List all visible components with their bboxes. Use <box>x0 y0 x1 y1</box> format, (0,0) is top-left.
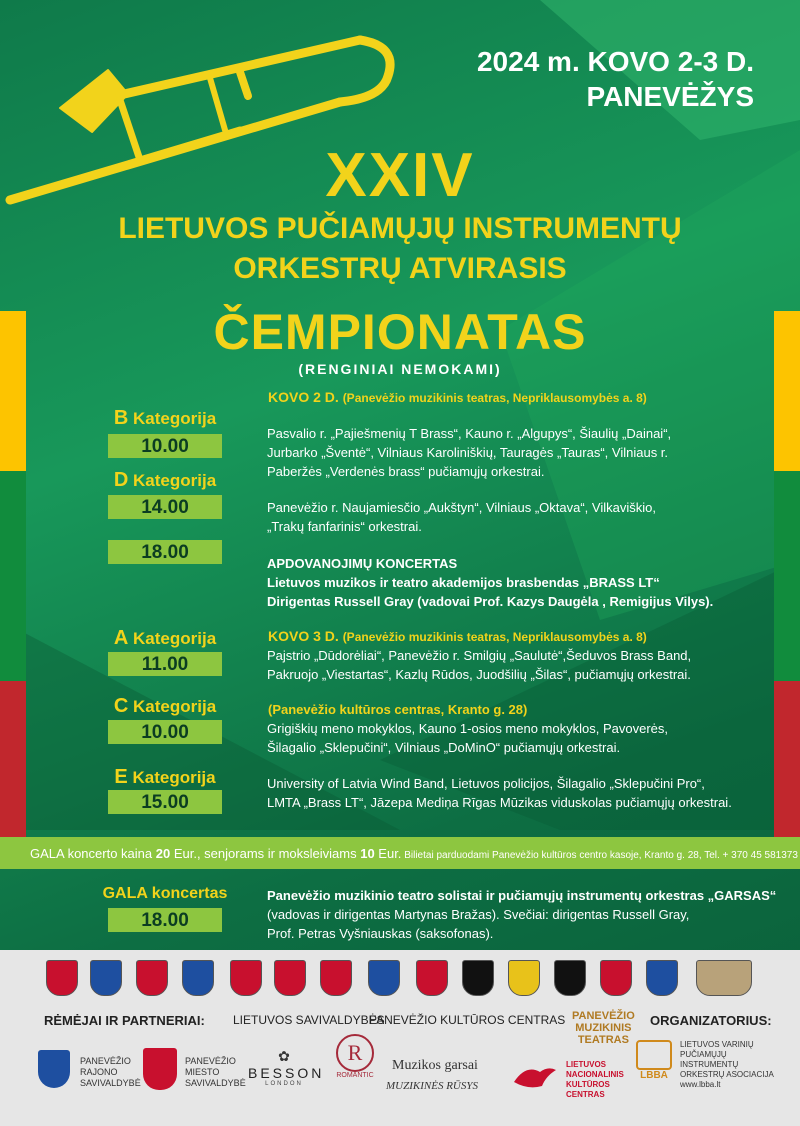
price-part-1: GALA koncerto kaina <box>30 846 156 861</box>
municipality-crest-icon <box>136 960 168 996</box>
category-b-orchestras <box>267 424 671 481</box>
ticket-sales-info: Bilietai parduodami Panevėžio kultūros centro kasoje, Kranto g. 28, Tel. + 370 45 581373 <box>401 850 798 861</box>
price-gala: 20 <box>155 846 171 861</box>
category-b-label <box>108 407 222 430</box>
gala-line-1: Panevėžio muzikinio teatro solistai ir pučiamųjų instrumentų orkestras „GARSAS“ <box>267 888 777 903</box>
miesto-crest-icon <box>143 1048 177 1090</box>
category-c-letter: C <box>113 695 129 717</box>
category-e-word: Kategorija <box>132 768 216 787</box>
municipality-crest-icon <box>600 960 632 996</box>
lnkc-bird-icon <box>512 1062 558 1090</box>
rajono-line-2: RAJONO <box>80 1067 118 1077</box>
association-logo <box>680 1040 774 1090</box>
event-city: PANEVĖŽYS <box>586 81 754 112</box>
cat-c-line-2: Šilagalio „Sklepučini“, Vilniaus „DoMinO“ pučiamųjų orkestrai. <box>267 740 621 755</box>
awards-concert-info <box>267 554 713 611</box>
category-d-time: 14.00 <box>108 495 222 519</box>
cat-e-line-2: LMTA „Brass LT“, Jāzepa Mediņa Rīgas Mūzikas viduskolas pučiamųjų orkestrai. <box>267 795 732 810</box>
day1-heading <box>268 389 647 405</box>
category-c-time: 10.00 <box>108 720 222 744</box>
cat-c-line-1: Grigiškių meno mokyklos, Kauno 1-osios meno mokyklos, Pavoverės, <box>267 721 668 736</box>
category-b-word: Kategorija <box>133 409 217 428</box>
theatre-line-1: PANEVĖŽIO <box>572 1010 635 1022</box>
theatre-line-2: MUZIKINIS <box>575 1022 632 1034</box>
price-discount: 10 <box>360 846 375 861</box>
municipality-crest-icon <box>416 960 448 996</box>
flag-green-left <box>0 471 26 681</box>
municipality-crest-icon <box>368 960 400 996</box>
category-a-time: 11.00 <box>108 652 222 676</box>
title-line-1: LIETUVOS PUČIAMŲJŲ INSTRUMENTŲ <box>118 212 682 245</box>
ticket-price-info <box>30 846 798 861</box>
edition-number: XXIV <box>325 141 475 210</box>
municipality-crest-icon <box>90 960 122 996</box>
title-line-2: ORKESTRŲ ATVIRASIS <box>233 252 567 285</box>
cat-d-line-1: Panevėžio r. Naujamiesčio „Aukštyn“, Vilniaus „Oktava“, Vilkaviškio, <box>267 500 656 515</box>
supporters-heading: RĖMĖJAI IR PARTNERIAI: <box>44 1013 205 1028</box>
cat-c-venue-text: (Panevėžio kultūros centras, Kranto g. 28) <box>268 702 528 717</box>
gala-info <box>267 886 776 943</box>
category-c-label <box>108 695 222 718</box>
romantic-r-icon: R <box>336 1034 374 1072</box>
municipalities-heading: LIETUVOS SAVIVALDYBĖS <box>233 1013 385 1027</box>
category-c-word: Kategorija <box>133 697 217 716</box>
flag-green-right <box>774 471 800 681</box>
category-a-letter: A <box>113 627 129 649</box>
cat-b-line-3: Paberžės „Verdenės brass“ pučiamųjų orkestrai. <box>267 464 545 479</box>
lnkc-line-3: KULTŪROS <box>566 1080 610 1089</box>
price-part-5: Eur. <box>374 846 402 861</box>
event-date-text: 2024 m. KOVO 2-3 D. <box>476 46 754 77</box>
romantic-logo <box>330 1034 380 1079</box>
category-e-letter: E <box>114 766 128 788</box>
culture-center-heading: PANEVĖŽIO KULTŪROS CENTRAS <box>369 1013 566 1027</box>
rajono-line-1: PANEVĖŽIO <box>80 1056 131 1066</box>
event-date <box>477 44 754 114</box>
cat-d-line-2: „Trakų fanfarinis“ orkestrai. <box>267 519 422 534</box>
logo-rajono <box>80 1056 141 1089</box>
price-part-3: Eur., senjorams ir moksleiviams <box>170 846 361 861</box>
municipality-crest-icon <box>462 960 494 996</box>
gala-line-2: (vadovas ir dirigentas Martynas Bražas). Svečiai: dirigentas Russell Gray, <box>267 907 690 922</box>
category-d-letter: D <box>113 469 129 491</box>
cat-b-line-1: Pasvalio r. „Pajiešmenių T Brass“, Kauno r. „Algupys“, Šiaulių „Dainai“, <box>267 426 672 441</box>
assoc-line-1: LIETUVOS VARINIŲ <box>680 1040 754 1049</box>
miesto-line-2: MIESTO <box>185 1067 220 1077</box>
municipality-crest-icon <box>182 960 214 996</box>
gala-time: 18.00 <box>108 908 222 932</box>
day2-venue: (Panevėžio muzikinis teatras, Nepriklausomybės a. 8) <box>342 630 647 644</box>
day1-date: KOVO 2 D. <box>268 389 339 405</box>
category-c-venue <box>268 701 527 717</box>
municipality-crest-icon <box>554 960 586 996</box>
besson-logo <box>248 1048 325 1087</box>
category-b-time: 10.00 <box>108 434 222 458</box>
municipality-crest-icon <box>46 960 78 996</box>
title-main: ČEMPIONATAS <box>213 304 587 360</box>
cat-e-line-1: University of Latvia Wind Band, Lietuvos policijos, Šilagalio „Sklepučini Pro“, <box>267 776 705 791</box>
muzikos-garsai-logo: Muzikos garsai <box>392 1058 478 1073</box>
concert-line-3: Dirigentas Russell Gray (vadovai Prof. Kazys Daugėla , Remigijus Vilys). <box>267 594 714 609</box>
assoc-line-5: www.lbba.lt <box>680 1080 721 1089</box>
flag-red-right <box>774 681 800 837</box>
municipality-crest-icon <box>696 960 752 996</box>
logo-miesto <box>185 1056 246 1089</box>
rajono-line-3: SAVIVALDYBĖ <box>80 1078 141 1088</box>
day2-heading <box>268 628 647 644</box>
gala-label: GALA koncertas <box>102 885 228 902</box>
category-e-orchestras <box>267 774 732 812</box>
muzikines-rusys-logo: MUZIKINĖS RŪSYS <box>386 1080 478 1092</box>
municipality-crest-icon <box>274 960 306 996</box>
flag-red-left <box>0 681 26 837</box>
organizer-heading: ORGANIZATORIUS: <box>650 1013 772 1028</box>
cat-a-line-1: Pajstrio „Dūdorėliai“, Panevėžio r. Smilgių „Saulutė“,Šeduvos Brass Band, <box>267 648 692 663</box>
miesto-line-3: SAVIVALDYBĖ <box>185 1078 246 1088</box>
theatre-line-3: TEATRAS <box>577 1034 629 1046</box>
category-e-time: 15.00 <box>108 790 222 814</box>
lbba-text: LBBA <box>640 1070 668 1081</box>
assoc-line-2: PUČIAMŲJŲ <box>680 1050 727 1059</box>
municipality-crest-icon <box>508 960 540 996</box>
lnkc-line-4: CENTRAS <box>566 1090 605 1099</box>
municipality-crest-icon <box>230 960 262 996</box>
concert-line-2: Lietuvos muzikos ir teatro akademijos brasbendas „BRASS LT“ <box>267 575 660 590</box>
theatre-logo <box>572 1010 635 1046</box>
category-e-label <box>108 766 222 789</box>
category-d-label <box>108 469 222 492</box>
category-a-label <box>108 627 222 650</box>
lbba-logo <box>636 1040 672 1092</box>
category-a-orchestras <box>267 646 691 684</box>
awards-concert-time: 18.00 <box>108 540 222 564</box>
assoc-line-4: ORKESTRŲ ASOCIACIJA <box>680 1070 774 1079</box>
concert-line-1: APDOVANOJIMŲ KONCERTAS <box>267 556 458 571</box>
besson-sub: LONDON <box>265 1081 303 1087</box>
day1-venue: (Panevėžio muzikinis teatras, Nepriklausomybės a. 8) <box>342 391 647 405</box>
gala-line-3: Prof. Petras Vyšniauskas (saksofonas). <box>267 926 494 941</box>
cat-a-line-2: Pakruojo „Viestartas“, Kazlų Rūdos, Juodšilių „Šilas“, pučiamųjų orkestrai. <box>267 667 691 682</box>
category-b-letter: B <box>113 407 129 429</box>
day2-date: KOVO 3 D. <box>268 628 339 644</box>
romantic-name: ROMANTIC <box>336 1072 374 1079</box>
category-d-word: Kategorija <box>133 471 217 490</box>
municipality-crest-icon <box>646 960 678 996</box>
lnkc-line-2: NACIONALINIS <box>566 1070 624 1079</box>
besson-name: BESSON <box>248 1065 325 1081</box>
rajono-crest-icon <box>38 1050 70 1088</box>
category-a-word: Kategorija <box>133 629 217 648</box>
lbba-mark-icon <box>636 1040 672 1070</box>
cat-b-line-2: Jurbarko „Šventė“, Vilniaus Karoliniškių, Tauragės „Tauras“, Vilniaus r. <box>267 445 669 460</box>
besson-mark-icon: ✿ <box>278 1048 290 1064</box>
category-c-orchestras <box>267 719 668 757</box>
miesto-line-1: PANEVĖŽIO <box>185 1056 236 1066</box>
lnkc-logo <box>566 1060 624 1100</box>
category-d-orchestras <box>267 498 656 536</box>
free-events-note: (RENGINIAI NEMOKAMI) <box>298 361 502 377</box>
lnkc-line-1: LIETUVOS <box>566 1060 607 1069</box>
assoc-line-3: INSTRUMENTŲ <box>680 1060 739 1069</box>
municipality-crest-icon <box>320 960 352 996</box>
